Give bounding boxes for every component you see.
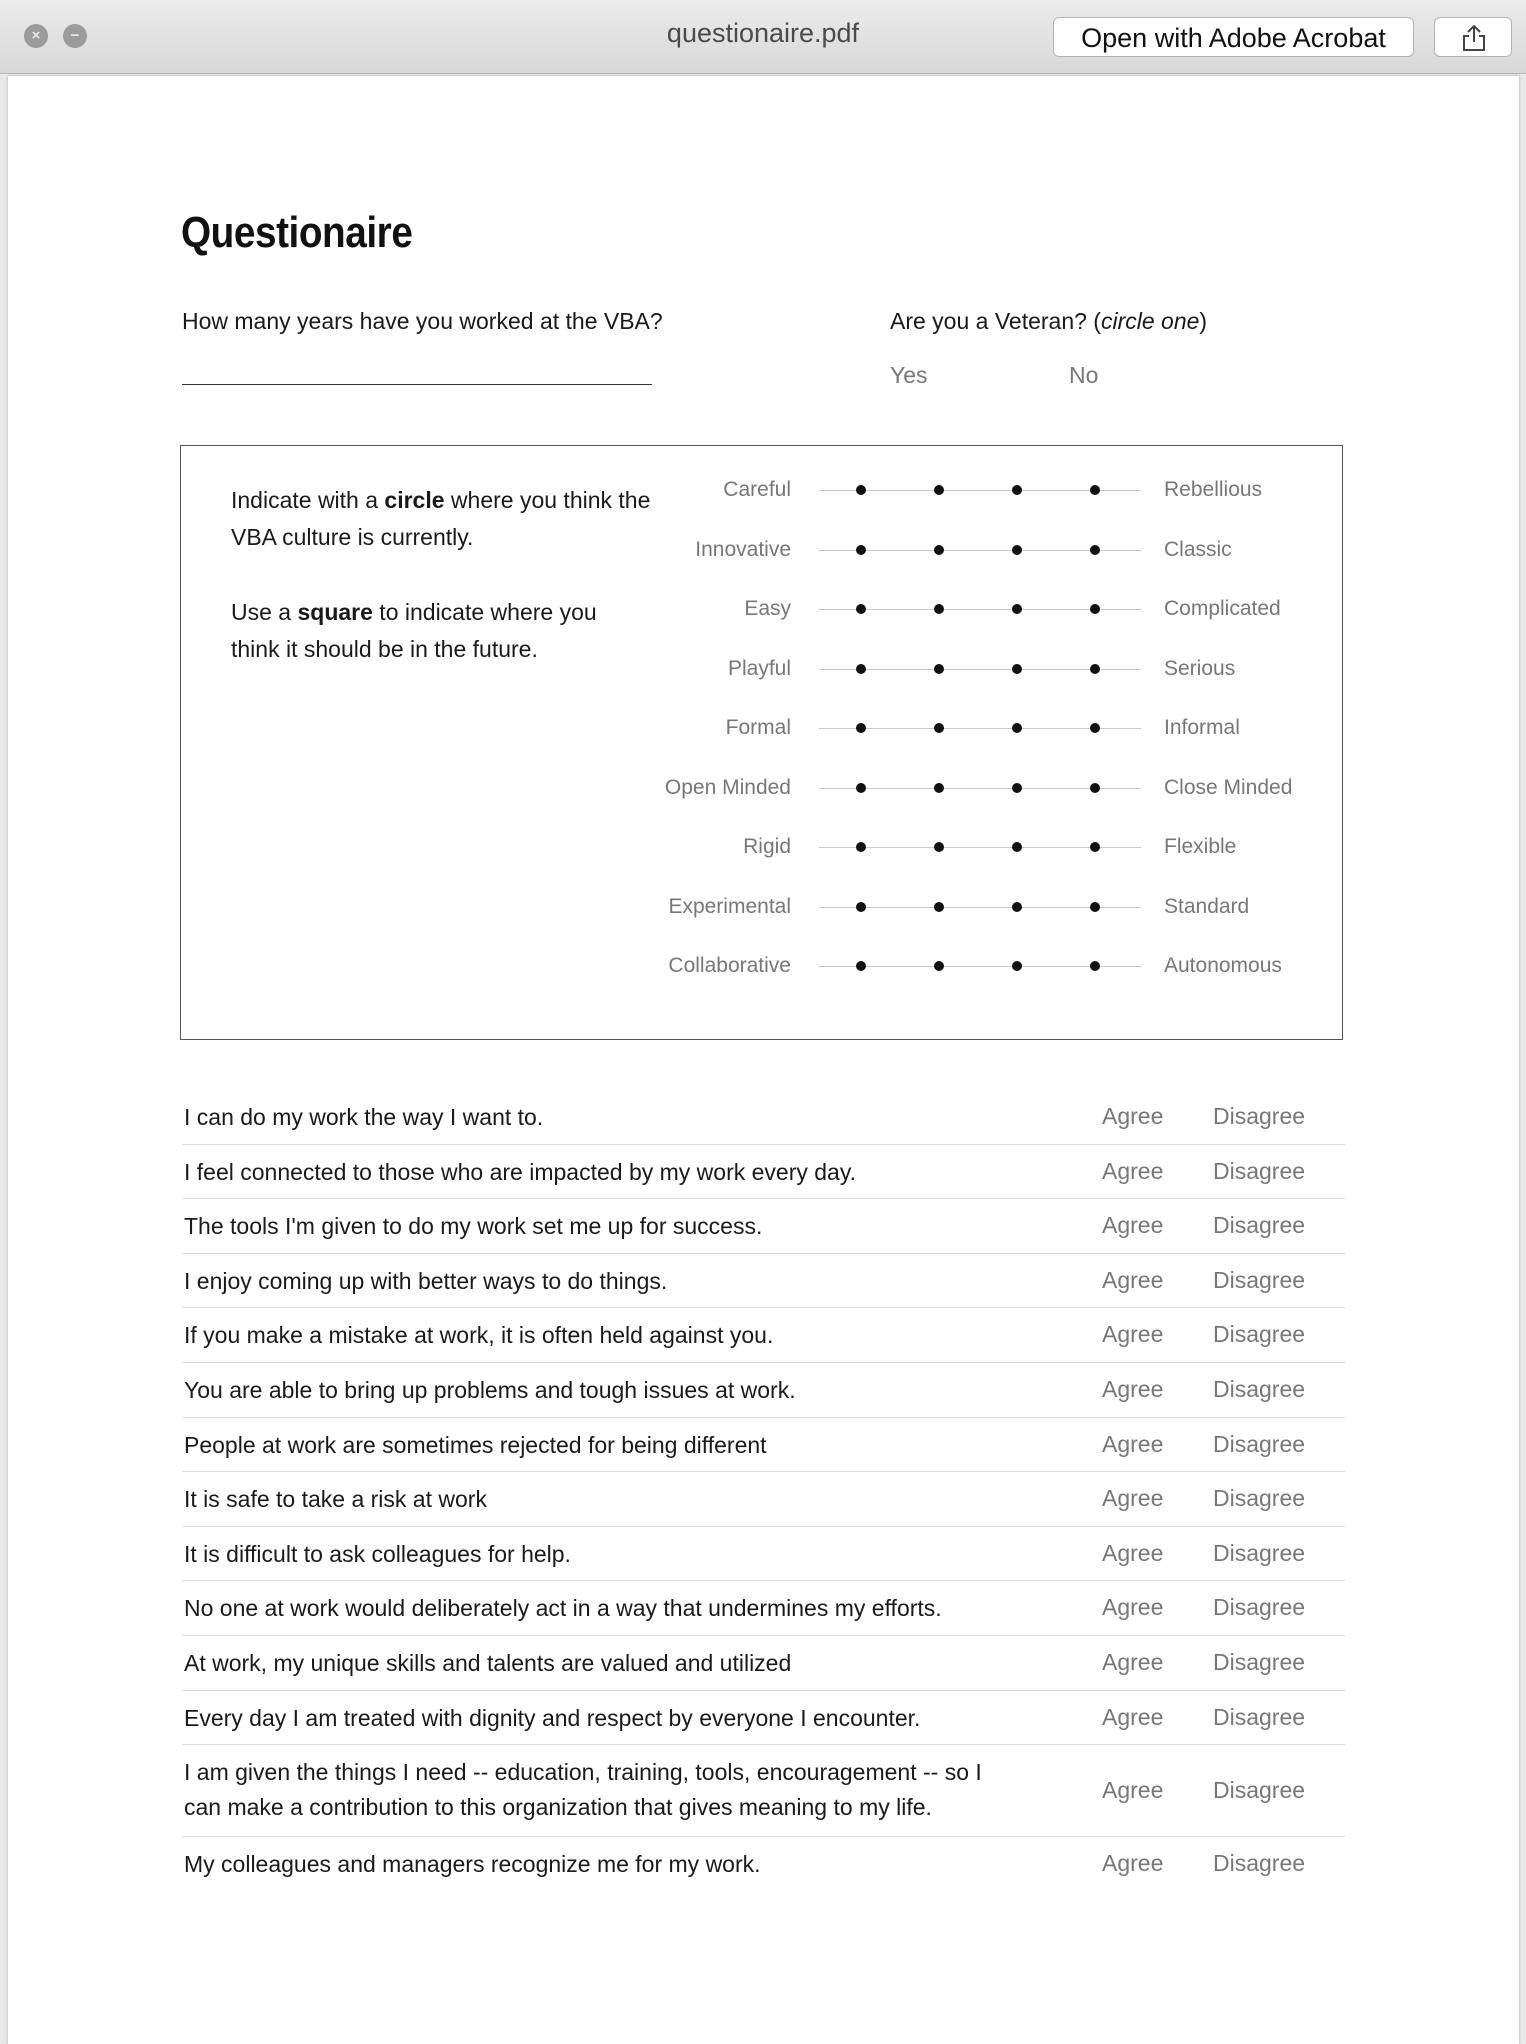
scale-dot[interactable] bbox=[1090, 723, 1100, 733]
scale-dot[interactable] bbox=[856, 783, 866, 793]
statement-text: No one at work would deliberately act in a way that undermines my efforts. bbox=[184, 1595, 942, 1622]
statement-row bbox=[182, 1472, 1345, 1527]
scale-dot[interactable] bbox=[1090, 604, 1100, 614]
agree-option: Agree bbox=[1102, 1594, 1164, 1621]
scale-dot[interactable] bbox=[934, 664, 944, 674]
scale-left-label: Experimental bbox=[668, 894, 791, 918]
scale-right-label: Informal bbox=[1164, 716, 1240, 739]
statement-row bbox=[182, 1636, 1345, 1691]
agree-option: Agree bbox=[1102, 1703, 1164, 1730]
statement-text: It is safe to take a risk at work bbox=[184, 1486, 487, 1513]
scale-dot[interactable] bbox=[856, 902, 866, 912]
scale-row bbox=[181, 654, 1344, 684]
scale-right-label: Serious bbox=[1164, 656, 1236, 680]
scale-left-label: Easy bbox=[744, 597, 791, 620]
scale-dot[interactable] bbox=[856, 723, 866, 733]
scale-row bbox=[181, 713, 1344, 743]
disagree-option: Disagree bbox=[1213, 1539, 1306, 1566]
disagree-option: Disagree bbox=[1213, 1703, 1306, 1730]
disagree-option: Disagree bbox=[1213, 1850, 1306, 1877]
scale-left-label: Formal bbox=[725, 716, 791, 739]
scale-left-label: Playful bbox=[727, 656, 791, 680]
scale-dot[interactable] bbox=[1090, 545, 1100, 555]
agree-option: Agree bbox=[1102, 1375, 1164, 1402]
document-title: Questionaire bbox=[181, 208, 413, 257]
statement-row bbox=[182, 1837, 1345, 1892]
statement-row bbox=[182, 1745, 1345, 1837]
disagree-option: Disagree bbox=[1213, 1430, 1306, 1457]
statement-row bbox=[182, 1308, 1345, 1363]
scale-dot[interactable] bbox=[856, 485, 866, 495]
scale-left-label: Collaborative bbox=[668, 954, 791, 977]
scale-right-label: Close Minded bbox=[1164, 775, 1293, 799]
statement-text: You are able to bring up problems and tough issues at work. bbox=[184, 1376, 796, 1403]
scale-dot[interactable] bbox=[1012, 545, 1022, 555]
scale-dot[interactable] bbox=[1090, 902, 1100, 912]
disagree-option: Disagree bbox=[1213, 1485, 1306, 1512]
scale-dot[interactable] bbox=[856, 545, 866, 555]
agree-option: Agree bbox=[1102, 1157, 1164, 1184]
statement-row bbox=[182, 1254, 1345, 1309]
scale-right-label: Rebellious bbox=[1164, 478, 1263, 501]
agree-option: Agree bbox=[1102, 1430, 1164, 1457]
agree-option: Agree bbox=[1102, 1850, 1164, 1877]
disagree-option: Disagree bbox=[1213, 1375, 1306, 1402]
scale-dot[interactable] bbox=[1012, 664, 1022, 674]
scale-dot[interactable] bbox=[1090, 842, 1100, 852]
scale-dot[interactable] bbox=[1012, 842, 1022, 852]
scale-dot[interactable] bbox=[856, 664, 866, 674]
disagree-option: Disagree bbox=[1213, 1648, 1306, 1675]
open-with-acrobat-button[interactable]: Open with Adobe Acrobat bbox=[1053, 17, 1414, 57]
statement-text: My colleagues and managers recognize me for my work. bbox=[184, 1851, 761, 1878]
scale-dot[interactable] bbox=[1090, 664, 1100, 674]
statement-text: It is difficult to ask colleagues for help. bbox=[184, 1540, 571, 1567]
statement-row bbox=[182, 1527, 1345, 1582]
statement-text: At work, my unique skills and talents are valued and utilized bbox=[184, 1649, 792, 1676]
statement-row bbox=[182, 1691, 1345, 1746]
share-icon bbox=[1461, 24, 1487, 52]
veteran-question: Are you a Veteran? (circle one) bbox=[890, 308, 1208, 334]
statement-text: Every day I am treated with dignity and respect by everyone I encounter. bbox=[184, 1704, 921, 1731]
statement-text: I can do my work the way I want to. bbox=[184, 1104, 544, 1130]
scale-dot[interactable] bbox=[1012, 961, 1022, 971]
scale-instruction-circle: Indicate with a circle where you think the VBA culture is currently. bbox=[231, 487, 651, 550]
scale-row bbox=[181, 594, 1344, 624]
agree-option: Agree bbox=[1102, 1485, 1164, 1512]
scale-dot[interactable] bbox=[1090, 485, 1100, 495]
scale-right-label: Complicated bbox=[1164, 597, 1281, 620]
scale-dot[interactable] bbox=[934, 783, 944, 793]
disagree-option: Disagree bbox=[1213, 1777, 1306, 1804]
scale-dot[interactable] bbox=[1012, 783, 1022, 793]
statement-text: I am given the things I need -- education, training, tools, encouragement -- so I can make a contribution to this organization that gives meaning to my life. bbox=[184, 1759, 982, 1821]
scale-dot[interactable] bbox=[856, 961, 866, 971]
scale-dot[interactable] bbox=[934, 485, 944, 495]
scale-dot[interactable] bbox=[934, 604, 944, 614]
statement-row bbox=[182, 1199, 1345, 1254]
scale-row bbox=[181, 951, 1344, 981]
scale-right-label: Flexible bbox=[1164, 835, 1237, 858]
agree-option: Agree bbox=[1102, 1212, 1164, 1239]
scale-dot[interactable] bbox=[1090, 783, 1100, 793]
scale-right-label: Classic bbox=[1164, 537, 1232, 561]
scale-row bbox=[181, 892, 1344, 922]
statement-row bbox=[182, 1581, 1345, 1636]
disagree-option: Disagree bbox=[1213, 1212, 1306, 1239]
scale-left-label: Careful bbox=[723, 478, 791, 501]
minimize-icon[interactable]: − bbox=[63, 24, 87, 48]
years-question: How many years have you worked at the VBA? bbox=[182, 308, 663, 334]
scale-row bbox=[181, 535, 1344, 565]
scale-dot[interactable] bbox=[934, 545, 944, 555]
scale-row bbox=[181, 773, 1344, 803]
scale-dot[interactable] bbox=[856, 842, 866, 852]
disagree-option: Disagree bbox=[1213, 1103, 1306, 1129]
scale-dot[interactable] bbox=[934, 961, 944, 971]
agree-option: Agree bbox=[1102, 1648, 1164, 1675]
culture-scale-box bbox=[180, 445, 1343, 1040]
statement-text: The tools I'm given to do my work set me up for success. bbox=[184, 1213, 763, 1240]
veteran-hint: circle one bbox=[1100, 308, 1200, 334]
statement-row bbox=[182, 1418, 1345, 1473]
agree-option: Agree bbox=[1102, 1777, 1164, 1804]
scale-left-label: Rigid bbox=[743, 835, 791, 858]
scale-row bbox=[181, 475, 1344, 505]
disagree-option: Disagree bbox=[1213, 1594, 1306, 1621]
agree-option: Agree bbox=[1102, 1103, 1164, 1129]
scale-row bbox=[181, 832, 1344, 862]
veteran-option-yes: Yes bbox=[890, 362, 928, 388]
scale-dot[interactable] bbox=[934, 842, 944, 852]
disagree-option: Disagree bbox=[1213, 1266, 1306, 1293]
disagree-option: Disagree bbox=[1213, 1321, 1306, 1348]
statement-row bbox=[182, 1363, 1345, 1418]
scale-left-label: Innovative bbox=[695, 537, 791, 561]
pdf-page bbox=[8, 76, 1519, 2044]
scale-dot[interactable] bbox=[1012, 485, 1022, 495]
scale-right-label: Standard bbox=[1164, 894, 1250, 918]
window-title: questionaire.pdf bbox=[666, 18, 860, 48]
statement-text: I feel connected to those who are impacted by my work every day. bbox=[184, 1158, 857, 1185]
disagree-option: Disagree bbox=[1213, 1157, 1306, 1184]
agree-option: Agree bbox=[1102, 1266, 1164, 1293]
years-answer-line bbox=[182, 384, 652, 385]
statement-row bbox=[182, 1145, 1345, 1200]
scale-right-label: Autonomous bbox=[1164, 954, 1282, 977]
statement-text: If you make a mistake at work, it is often held against you. bbox=[184, 1322, 774, 1349]
window-titlebar bbox=[0, 0, 1526, 74]
share-button[interactable] bbox=[1434, 17, 1512, 57]
agree-option: Agree bbox=[1102, 1539, 1164, 1566]
veteran-option-no: No bbox=[1069, 362, 1099, 388]
scale-dot[interactable] bbox=[934, 723, 944, 733]
statement-list bbox=[182, 1090, 1345, 1892]
scale-dot[interactable] bbox=[1012, 604, 1022, 614]
agree-option: Agree bbox=[1102, 1321, 1164, 1348]
scale-instruction-square: Use a square to indicate where you think it should be in the future. bbox=[231, 599, 597, 662]
statement-text: People at work are sometimes rejected for being different bbox=[184, 1431, 767, 1458]
scale-dot[interactable] bbox=[1012, 902, 1022, 912]
scale-dot[interactable] bbox=[1090, 961, 1100, 971]
close-icon[interactable]: × bbox=[24, 24, 48, 48]
statement-row bbox=[182, 1090, 1345, 1145]
statement-text: I enjoy coming up with better ways to do things. bbox=[184, 1267, 668, 1294]
scale-dot[interactable] bbox=[934, 902, 944, 912]
scale-dot[interactable] bbox=[1012, 723, 1022, 733]
scale-left-label: Open Minded bbox=[664, 775, 791, 799]
scale-dot[interactable] bbox=[856, 604, 866, 614]
